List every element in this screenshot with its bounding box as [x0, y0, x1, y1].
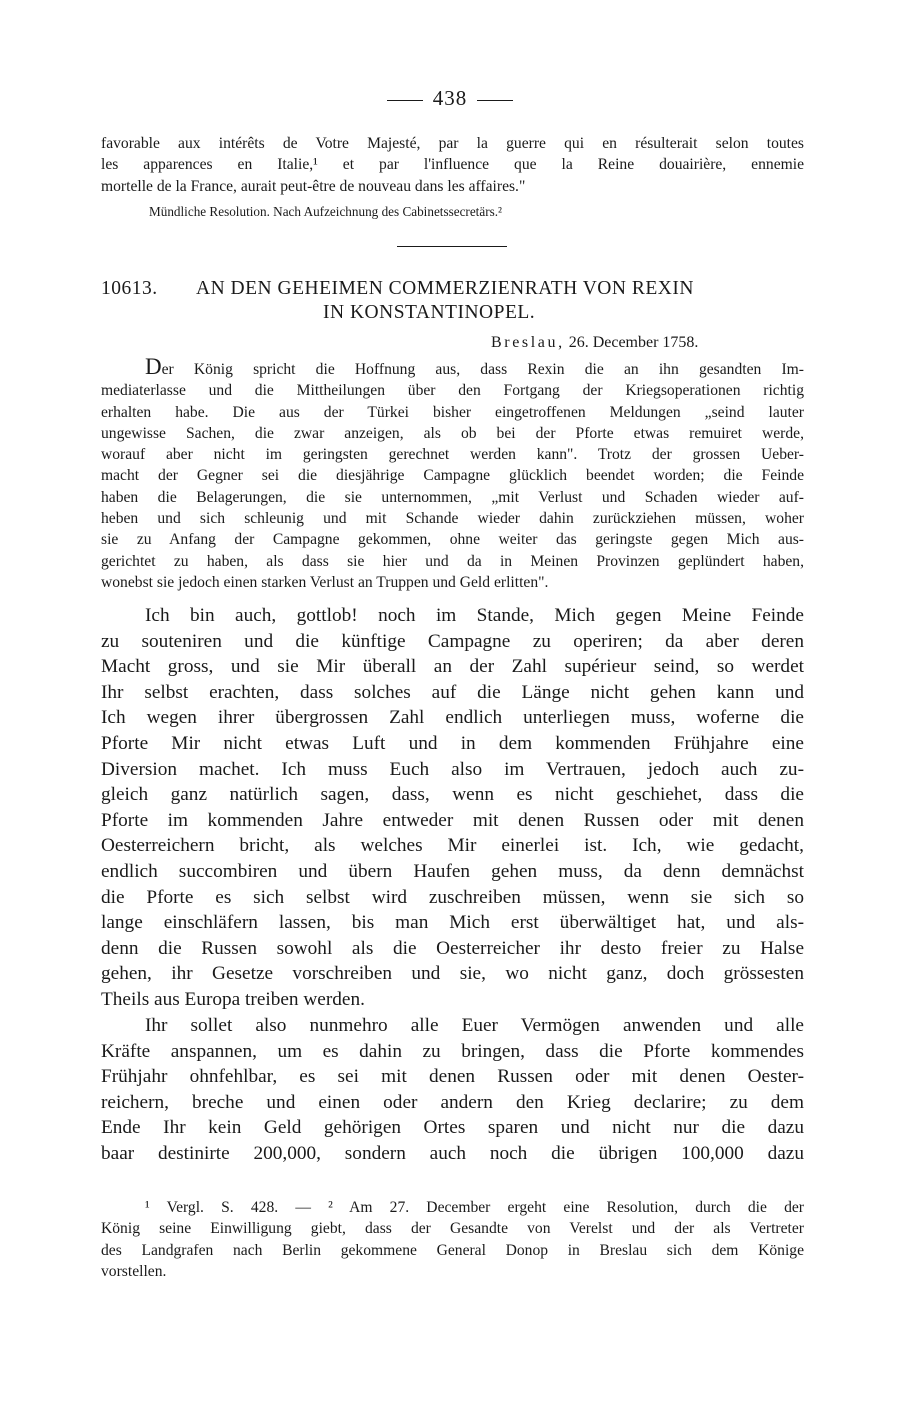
main-paragraph-2: [101, 1013, 804, 1167]
letter-number: 10613.: [101, 278, 158, 299]
section-divider: [397, 246, 507, 247]
letter-date: [491, 334, 698, 352]
text-line: macht der Gegner sei die diesjährige Campagne glücklich beendet worden; die Feinde: [101, 467, 804, 485]
text-line: wonebst sie jedoch einen starken Verlust an Truppen und Geld erlitten".: [101, 573, 549, 591]
text-line: baar destinirte 200,000, sondern auch noch die übrigen 100,000 dazu: [101, 1142, 804, 1164]
text-line: Pforte im kommenden Jahre entweder mit denen Russen oder mit denen: [101, 809, 804, 831]
text-line: Oesterreichern bricht, als welches Mir einerlei ist. Ich, wie gedacht,: [101, 835, 804, 857]
resolution-note: Mündliche Resolution. Nach Aufzeichnung des Cabinetssecretärs.²: [149, 204, 502, 219]
text-line: heben und sich schleunig und mit Schande wieder dahin zurückziehen müssen, woher: [101, 510, 804, 528]
page-number: [0, 86, 900, 111]
text-line: Ende Ihr kein Geld gehörigen Ortes sparen und nicht nur die dazu: [101, 1117, 804, 1139]
text-line: favorable aux intérêts de Votre Majesté, par la guerre qui en résulterait selon toutes: [101, 135, 804, 152]
letter-title-line2: IN KONSTANTINOPEL.: [323, 302, 536, 323]
letter-title-line1: AN DEN GEHEIMEN COMMERZIENRATH VON REXIN: [196, 278, 694, 299]
text-line: endlich succombiren und übern Haufen gehen muss, da denn demnächst: [101, 860, 804, 882]
main-paragraph-1: [101, 603, 804, 1013]
footnote-line: ¹ Vergl. S. 428. — ² Am 27. December ergeht eine Resolution, durch die der: [145, 1199, 804, 1216]
text-line: die Pforte es sich selbst wird zuschreiben müssen, wenn sie sich so: [101, 886, 804, 908]
text-line: Ihr sollet also nunmehro alle Euer Vermögen anwenden und alle: [145, 1015, 804, 1036]
text-line: gleich ganz natürlich sagen, dass, wenn es nicht geschiehet, dass die: [101, 784, 804, 806]
text-line: les apparences en Italie,¹ et par l'influence que la Reine douairière, ennemie: [101, 156, 804, 174]
page-number-dash-left: [387, 100, 423, 101]
text-line: [101, 356, 804, 380]
text-line: Macht gross, und sie Mir überall an der Zahl supérieur seind, so werdet: [101, 656, 804, 678]
top-paragraph: [101, 133, 804, 197]
text-line: Frühjahr ohnfehlbar, es sei mit denen Russen oder mit denen Oester-: [101, 1066, 804, 1088]
text-line: mortelle de la France, aurait peut-être de nouveau dans les affaires.": [101, 177, 526, 195]
footnote-line: König seine Einwilligung giebt, dass der Gesandte von Verelst und der als Vertreter: [101, 1220, 804, 1238]
text-line: Theils aus Europa treiben werden.: [101, 988, 365, 1010]
text-line: mediaterlasse und die Mittheilungen über den Fortgang der Kriegsoperationen richtig: [101, 382, 804, 400]
text-line: Pforte Mir nicht etwas Luft und in dem kommenden Frühjahre eine: [101, 732, 804, 754]
date-rest: 26. December 1758.: [564, 334, 699, 351]
summary-paragraph: [101, 356, 804, 593]
page-number-dash-right: [477, 100, 513, 101]
text-line: gehen, ihr Gesetze vorschreiben und sie, wo nicht ganz, doch grössesten: [101, 963, 804, 985]
text-line: Ich bin auch, gottlob! noch im Stande, Mich gegen Meine Feinde: [145, 605, 804, 626]
footnote-line: vorstellen.: [101, 1262, 167, 1280]
text-line: sie zu Anfang der Campagne gekommen, ohne weiter das geringste gegen Mich aus-: [101, 531, 804, 549]
text-line: ungewisse Sachen, die zwar anzeigen, als ob bei der Pforte etwas remuiret werde,: [101, 424, 804, 442]
text-line: gerichtet zu haben, als dass sie hier und da in Meinen Provinzen geplündert haben,: [101, 552, 804, 570]
text-line: zu souteniren und die künftige Campagne zu operiren; da aber deren: [101, 630, 804, 652]
text-line: Kräfte anspannen, um es dahin zu bringen, dass die Pforte kommendes: [101, 1040, 804, 1062]
dropcap-letter: D: [145, 354, 162, 379]
text-line: haben die Belagerungen, die sie unternommen, „mit Verlust und Schaden wieder auf-: [101, 488, 804, 506]
text-line: Ihr selbst erachten, dass solches auf die Länge nicht gehen kann und: [101, 681, 804, 703]
text-line: denn die Russen sowohl als die Oesterreicher ihr desto freier zu Halse: [101, 937, 804, 959]
footnotes: [101, 1197, 804, 1282]
date-place: Breslau,: [491, 334, 565, 351]
summary-first-line: er König spricht die Hoffnung aus, dass Rexin die an ihn gesandten Im-: [161, 361, 804, 378]
text-line: worauf aber nicht im geringsten gerechnet werden kann". Trotz der grossen Ueber-: [101, 446, 804, 464]
footnote-line: des Landgrafen nach Berlin gekommene General Donop in Breslau sich dem Könige: [101, 1241, 804, 1259]
text-line: lange einschläfern lassen, bis man Mich erst überwältiget hat, und als-: [101, 912, 804, 934]
page-number-text: 438: [432, 86, 468, 110]
text-line: Diversion machet. Ich muss Euch also im Vertrauen, jedoch auch zu-: [101, 758, 804, 780]
text-line: Ich wegen ihrer übergrossen Zahl endlich unterliegen muss, woferne die: [101, 707, 804, 729]
text-line: reichern, breche und einen oder andern den Krieg declarire; zu dem: [101, 1091, 804, 1113]
text-line: erhalten habe. Die aus der Türkei bisher eingetroffenen Meldungen „seind lauter: [101, 403, 804, 421]
